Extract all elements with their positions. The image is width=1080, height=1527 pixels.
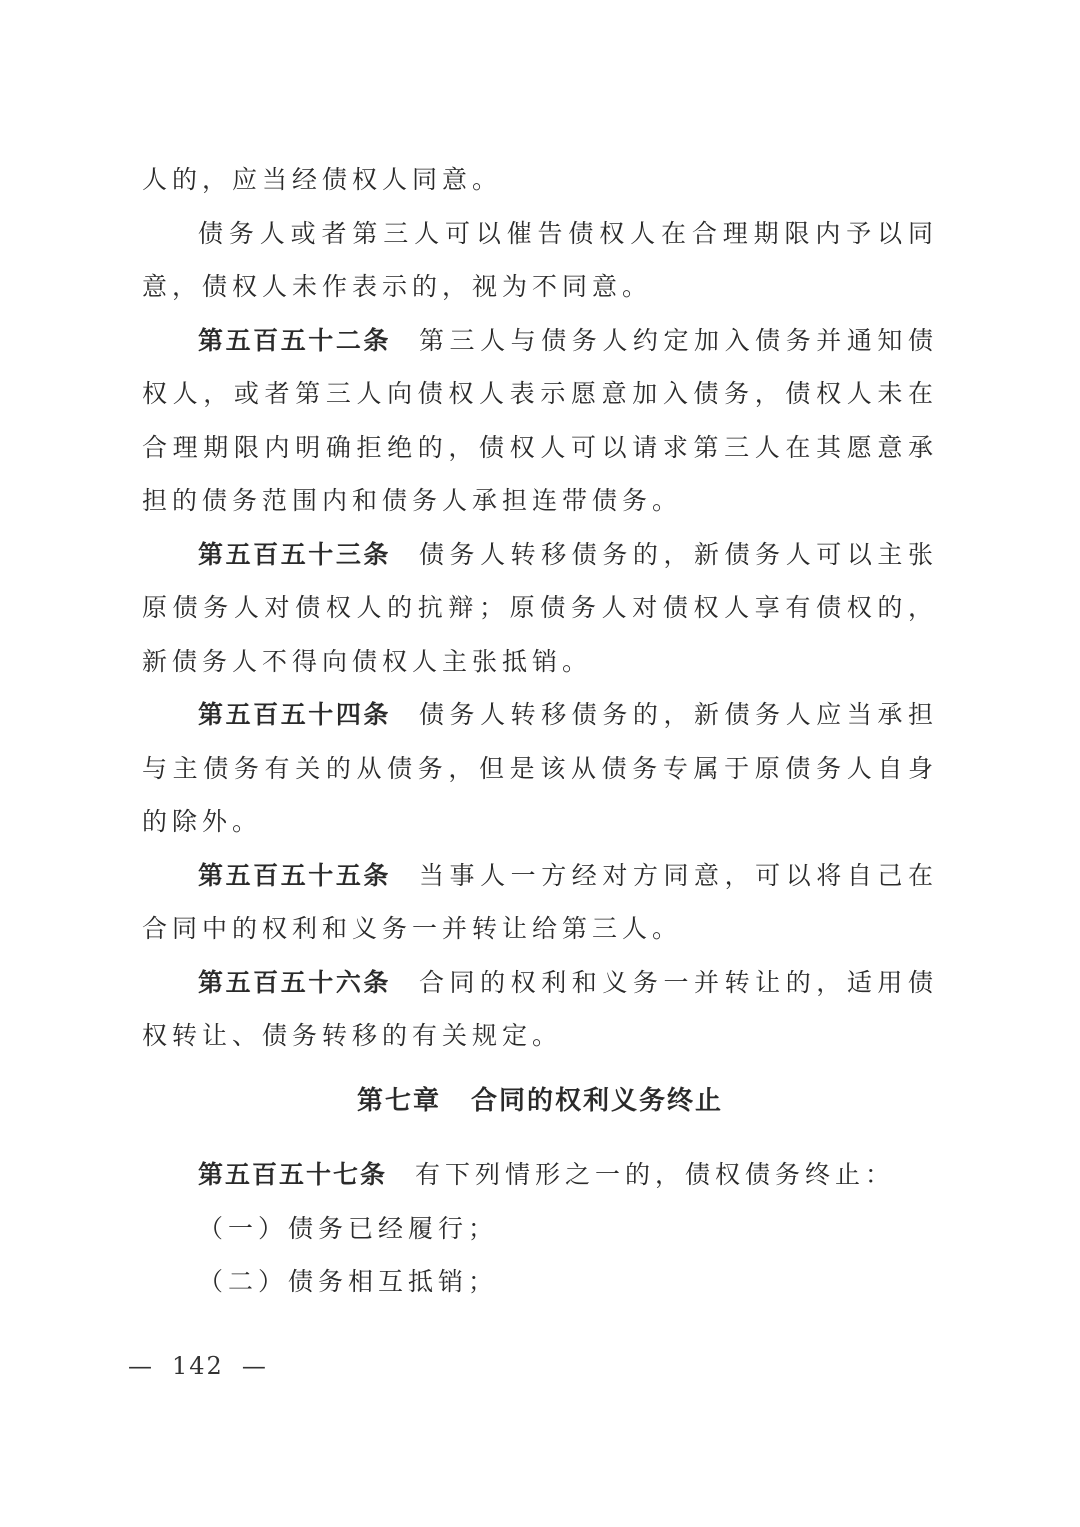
footer-dash-left: —	[128, 1352, 154, 1380]
footer-dash-right: —	[241, 1352, 268, 1380]
article-557	[142, 1148, 938, 1202]
article-text: 当事人一方经对方同意，可以将自己在合同中的权利和义务一并转让给第三人。	[142, 860, 938, 943]
article-number: 第五百五十七条	[198, 1160, 388, 1189]
article-text: 债务人转移债务的，新债务人可以主张原债务人对债权人的抗辩；原债务人对债权人享有债权的，新债务人不得向债权人主张抵销。	[142, 539, 938, 676]
chapter-heading	[142, 1063, 938, 1149]
chapter-title: 合同的权利义务终止	[471, 1085, 724, 1116]
list-item-text: （一）债务已经履行；	[198, 1213, 499, 1243]
article-554	[142, 688, 938, 849]
article-text: 第三人与债务人约定加入债务并通知债权人，或者第三人向债权人表示愿意加入债务，债权人未在合理期限内明确拒绝的，债权人可以请求第三人在其愿意承担的债务范围内和债务人承担连带债务。	[142, 325, 938, 515]
article-text: 债务人转移债务的，新债务人应当承担与主债务有关的从债务，但是该从债务专属于原债务人自身的除外。	[142, 700, 938, 836]
paragraph-text: 人的，应当经债权人同意。	[142, 165, 503, 194]
paragraph-text: 债务人或者第三人可以催告债权人在合理期限内予以同意，债权人未作表示的，视为不同意。	[142, 218, 938, 301]
article-number: 第五百五十六条	[198, 967, 391, 997]
chapter-number: 第七章	[356, 1085, 441, 1116]
article-text: 合同的权利和义务一并转让的，适用债权转让、债务转移的有关规定。	[142, 967, 938, 1050]
article-556	[142, 956, 938, 1063]
paragraph-1	[142, 207, 938, 314]
article-text: 有下列情形之一的，债权债务终止：	[415, 1160, 896, 1189]
page-footer	[128, 1352, 268, 1380]
article-number: 第五百五十五条	[198, 860, 391, 890]
article-553	[142, 528, 938, 689]
paragraph-0	[142, 153, 938, 207]
list-item-text: （二）债务相互抵销；	[198, 1267, 499, 1296]
list-item-2	[142, 1255, 938, 1309]
article-555	[142, 849, 938, 956]
article-number: 第五百五十四条	[198, 700, 391, 729]
page-number: 142	[172, 1352, 224, 1380]
article-number: 第五百五十三条	[198, 539, 391, 569]
article-552	[142, 314, 938, 528]
body-text	[142, 153, 938, 1309]
article-number: 第五百五十二条	[198, 325, 391, 355]
list-item-1	[142, 1202, 938, 1256]
